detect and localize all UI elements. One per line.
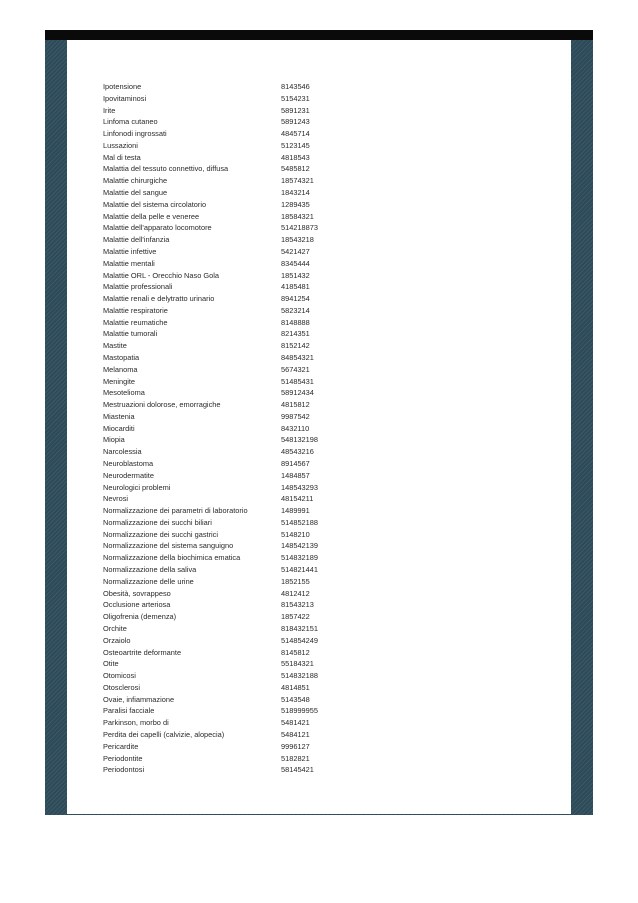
list-item: [103, 729, 403, 741]
condition-code: 1289435: [281, 199, 310, 209]
list-item: [103, 540, 403, 552]
condition-name: Mastite: [103, 341, 127, 351]
condition-name: Mestruazioni dolorose, emorragiche: [103, 400, 221, 410]
list-item: [103, 670, 403, 682]
condition-code: 514821441: [281, 565, 318, 575]
list-item: [103, 222, 403, 234]
condition-name: Perdita dei capelli (calvizie, alopecia): [103, 729, 225, 739]
condition-code: 4812412: [281, 588, 310, 598]
condition-code: 18543218: [281, 235, 314, 245]
condition-code: 4818543: [281, 152, 310, 162]
condition-code: 5891243: [281, 117, 310, 127]
list-item: [103, 470, 403, 482]
list-item: [103, 564, 403, 576]
condition-name: Malattie professionali: [103, 282, 173, 292]
condition-code: 5421427: [281, 246, 310, 256]
condition-name: Osteoartrite deformante: [103, 647, 182, 657]
condition-code: 5485812: [281, 164, 310, 174]
condition-name: Mal di testa: [103, 152, 141, 162]
condition-code: 4815812: [281, 400, 310, 410]
list-item: [103, 599, 403, 611]
condition-name: Otite: [103, 659, 119, 669]
condition-name: Lussazioni: [103, 140, 138, 150]
condition-name: Malattie tumorali: [103, 329, 158, 339]
condition-name: Parkinson, morbo di: [103, 718, 169, 728]
condition-name: Melanoma: [103, 364, 138, 374]
list-item: [103, 647, 403, 659]
condition-name: Neurologici problemi: [103, 482, 171, 492]
list-item: [103, 741, 403, 753]
condition-name: Normalizzazione della saliva: [103, 565, 197, 575]
condition-code: 8432110: [281, 423, 310, 433]
document-page: [67, 40, 571, 814]
list-item: [103, 694, 403, 706]
condition-code: 18574321: [281, 176, 314, 186]
condition-code: 5484121: [281, 729, 310, 739]
condition-name: Malattie chirurgiche: [103, 176, 168, 186]
condition-code: 5891231: [281, 105, 310, 115]
condition-code: 148542139: [281, 541, 318, 551]
condition-name: Periodontite: [103, 753, 143, 763]
list-item: [103, 658, 403, 670]
condition-name: Normalizzazione delle urine: [103, 576, 194, 586]
list-item: [103, 482, 403, 494]
list-item: [103, 328, 403, 340]
condition-name: Pericardite: [103, 741, 139, 751]
condition-code: 148543293: [281, 482, 318, 492]
condition-name: Obesità, sovrappeso: [103, 588, 171, 598]
list-item: [103, 293, 403, 305]
condition-name: Miopia: [103, 435, 125, 445]
condition-name: Malattie respiratorie: [103, 305, 168, 315]
condition-code: 5674321: [281, 364, 310, 374]
list-item: [103, 281, 403, 293]
condition-name: Malattie mentali: [103, 258, 155, 268]
condition-code: 1843214: [281, 188, 310, 198]
disease-code-list: [103, 81, 403, 776]
list-item: [103, 270, 403, 282]
list-item: [103, 105, 403, 117]
list-item: [103, 505, 403, 517]
condition-name: Paralisi facciale: [103, 706, 155, 716]
condition-name: Malattie infettive: [103, 246, 157, 256]
list-item: [103, 199, 403, 211]
condition-name: Irite: [103, 105, 116, 115]
condition-code: 5182821: [281, 753, 310, 763]
condition-name: Otosclerosi: [103, 682, 140, 692]
condition-code: 8345444: [281, 258, 310, 268]
condition-name: Miastenia: [103, 411, 135, 421]
list-item: [103, 446, 403, 458]
condition-code: 1851432: [281, 270, 310, 280]
condition-name: Ipotensione: [103, 82, 142, 91]
list-item: [103, 211, 403, 223]
condition-name: Orchite: [103, 623, 127, 633]
condition-code: 8143546: [281, 82, 310, 91]
condition-code: 58145421: [281, 765, 314, 775]
list-item: [103, 387, 403, 399]
condition-code: 4845714: [281, 129, 310, 139]
condition-code: 18584321: [281, 211, 314, 221]
list-item: [103, 234, 403, 246]
list-item: [103, 717, 403, 729]
condition-name: Periodontosi: [103, 765, 145, 775]
list-item: [103, 246, 403, 258]
condition-name: Mastopatia: [103, 352, 140, 362]
condition-code: 1852155: [281, 576, 310, 586]
condition-code: 1484857: [281, 470, 310, 480]
condition-code: 5143548: [281, 694, 310, 704]
condition-name: Ovaie, infiammazione: [103, 694, 175, 704]
list-item: [103, 529, 403, 541]
condition-code: 8152142: [281, 341, 310, 351]
list-item: [103, 305, 403, 317]
list-item: [103, 399, 403, 411]
list-item: [103, 611, 403, 623]
condition-name: Neurodermatite: [103, 470, 154, 480]
condition-name: Otomicosi: [103, 671, 136, 681]
condition-name: Miocarditi: [103, 423, 135, 433]
condition-name: Malattie renali e delytratto urinario: [103, 294, 215, 304]
condition-code: 8214351: [281, 329, 310, 339]
condition-name: Narcolessia: [103, 447, 142, 457]
condition-code: 518999955: [281, 706, 318, 716]
condition-code: 4185481: [281, 282, 310, 292]
condition-code: 5154231: [281, 93, 310, 103]
condition-code: 9996127: [281, 741, 310, 751]
condition-name: Normalizzazione del sistema sanguigno: [103, 541, 234, 551]
condition-name: Occlusione arteriosa: [103, 600, 171, 610]
condition-name: Malattie reumatiche: [103, 317, 168, 327]
condition-name: Malattie ORL - Orecchio Naso Gola: [103, 270, 219, 280]
list-item: [103, 340, 403, 352]
condition-code: 514832188: [281, 671, 318, 681]
condition-name: Normalizzazione dei succhi biliari: [103, 517, 212, 527]
list-item: [103, 187, 403, 199]
condition-name: Linfoma cutaneo: [103, 117, 158, 127]
condition-name: Nevrosi: [103, 494, 129, 504]
list-item: [103, 364, 403, 376]
list-item: [103, 705, 403, 717]
condition-name: Malattie della pelle e veneree: [103, 211, 200, 221]
list-item: [103, 434, 403, 446]
condition-code: 1489991: [281, 506, 310, 516]
condition-code: 48154211: [281, 494, 314, 504]
condition-code: 8148888: [281, 317, 310, 327]
list-item: [103, 623, 403, 635]
condition-code: 84854321: [281, 352, 314, 362]
list-item: [103, 140, 403, 152]
list-item: [103, 423, 403, 435]
list-item: [103, 152, 403, 164]
list-item: [103, 163, 403, 175]
condition-name: Orzaiolo: [103, 635, 131, 645]
condition-code: 514832189: [281, 553, 318, 563]
list-item: [103, 635, 403, 647]
condition-code: 55184321: [281, 659, 314, 669]
document-top-bar: [45, 30, 593, 40]
condition-name: Malattia del tessuto connettivo, diffusa: [103, 164, 229, 174]
list-item: [103, 552, 403, 564]
condition-name: Normalizzazione dei parametri di laboratorio: [103, 506, 248, 516]
list-item: [103, 493, 403, 505]
condition-code: 514854249: [281, 635, 318, 645]
condition-code: 5481421: [281, 718, 310, 728]
condition-name: Linfonodi ingrossati: [103, 129, 167, 139]
list-item: [103, 588, 403, 600]
condition-code: 48543216: [281, 447, 314, 457]
condition-code: 548132198: [281, 435, 318, 445]
condition-name: Malattie dell'apparato locomotore: [103, 223, 212, 233]
condition-code: 5148210: [281, 529, 310, 539]
condition-name: Malattie del sangue: [103, 188, 168, 198]
list-item: [103, 458, 403, 470]
condition-code: 8914567: [281, 459, 310, 468]
condition-name: Malattie del sistema circolatorio: [103, 199, 207, 209]
condition-name: Neuroblastoma: [103, 459, 154, 468]
condition-code: 1857422: [281, 612, 310, 622]
condition-name: Mesotelioma: [103, 388, 145, 398]
list-item: [103, 116, 403, 128]
list-item: [103, 682, 403, 694]
list-item: [103, 376, 403, 388]
list-item: [103, 258, 403, 270]
list-item: [103, 81, 403, 93]
condition-name: Normalizzazione dei succhi gastrici: [103, 529, 219, 539]
list-item: [103, 175, 403, 187]
condition-code: 81543213: [281, 600, 314, 610]
condition-code: 5823214: [281, 305, 310, 315]
condition-code: 9987542: [281, 411, 310, 421]
condition-name: Oligofrenia (demenza): [103, 612, 177, 622]
list-item: [103, 753, 403, 765]
condition-name: Ipovitaminosi: [103, 93, 147, 103]
condition-code: 8941254: [281, 294, 310, 304]
condition-name: Malattie dell'infanzia: [103, 235, 170, 245]
condition-code: 51485431: [281, 376, 314, 386]
condition-code: 4814851: [281, 682, 310, 692]
list-item: [103, 93, 403, 105]
list-item: [103, 317, 403, 329]
condition-code: 58912434: [281, 388, 314, 398]
condition-code: 5123145: [281, 140, 310, 150]
list-item: [103, 411, 403, 423]
list-item: [103, 352, 403, 364]
condition-code: 514218873: [281, 223, 318, 233]
condition-name: Normalizzazione della biochimica ematica: [103, 553, 241, 563]
list-item: [103, 517, 403, 529]
list-item: [103, 128, 403, 140]
condition-code: 818432151: [281, 623, 318, 633]
condition-name: Meningite: [103, 376, 136, 386]
list-item: [103, 764, 403, 776]
list-item: [103, 576, 403, 588]
condition-code: 8145812: [281, 647, 310, 657]
condition-code: 514852188: [281, 517, 318, 527]
